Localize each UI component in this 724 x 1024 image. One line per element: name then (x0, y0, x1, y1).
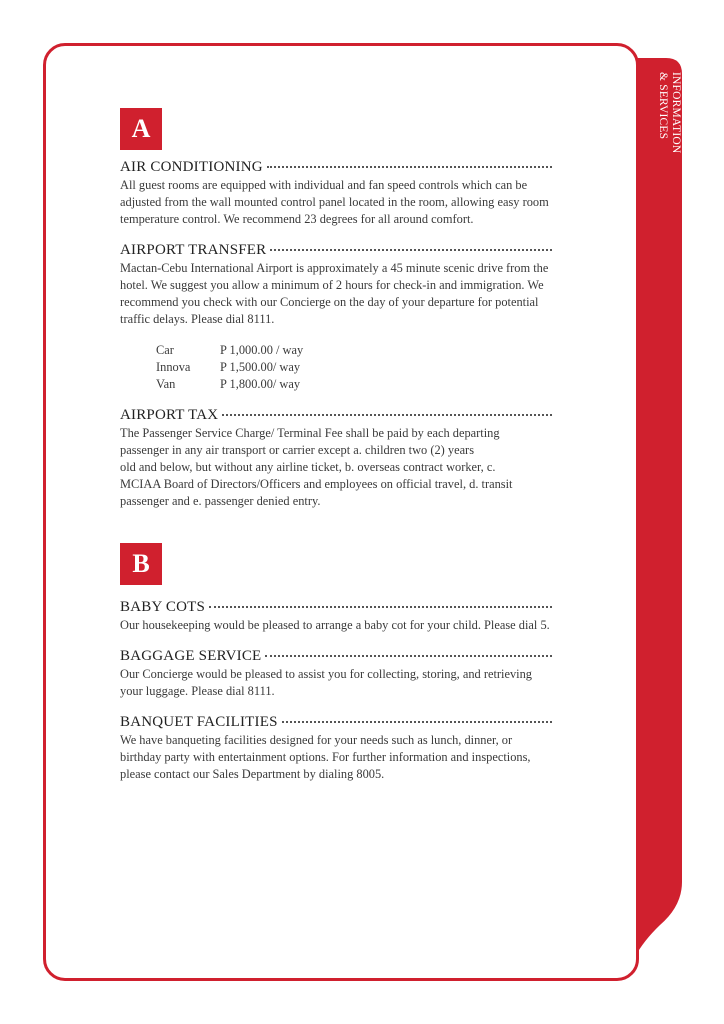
entry-banquet-facilities (120, 714, 552, 783)
dot-leader (222, 414, 552, 416)
tab-label-line1: INFORMATION (670, 72, 682, 154)
entry-heading (120, 648, 552, 665)
tab-label (642, 72, 682, 182)
entry-airport-tax (120, 407, 552, 510)
entry-heading (120, 407, 552, 424)
section-letter-b: B (120, 543, 162, 585)
entry-text-line: passenger and e. passenger denied entry. (120, 494, 321, 508)
content (120, 108, 552, 797)
entry-air-conditioning (120, 159, 552, 228)
entry-text-line: passenger in any air transport or carrier except a. children two (2) years (120, 443, 475, 457)
rate-vehicle: Van (156, 377, 176, 391)
entry-text-line: old and below, but without any airline ticket, b. overseas contract worker, c. (120, 460, 496, 474)
entry-text: All guest rooms are equipped with individual and fan speed controls which can be adjusted from the wall mounted control panel located in the room, allowing easy room temperature control. We recommend 23 degrees for all around comfort. (120, 178, 549, 226)
dot-leader (267, 166, 552, 168)
entry-title: BANQUET FACILITIES (120, 714, 278, 730)
entry-heading (120, 714, 552, 731)
entry-heading (120, 242, 552, 259)
rate-row (156, 342, 552, 359)
entry-title: AIR CONDITIONING (120, 159, 263, 175)
section-letter-a: A (120, 108, 162, 150)
dot-leader (209, 606, 552, 608)
entry-title: AIRPORT TAX (120, 407, 219, 423)
entry-text-line: MCIAA Board of Directors/Officers and employees on official travel, d. transit (120, 477, 513, 491)
entry-text (120, 425, 552, 510)
entry-title: AIRPORT TRANSFER (120, 242, 267, 258)
dot-leader (270, 249, 552, 251)
entry-text: Our Concierge would be pleased to assist you for collecting, storing, and retrieving your luggage. Please dial 8111. (120, 667, 533, 698)
dot-leader (282, 721, 552, 723)
entry-heading (120, 599, 552, 616)
rate-vehicle: Innova (156, 360, 191, 374)
rate-price: P 1,800.00/ way (220, 377, 301, 391)
dot-leader (265, 655, 552, 657)
rate-row (156, 359, 552, 376)
entry-heading (120, 159, 552, 176)
entry-text: Mactan-Cebu International Airport is approximately a 45 minute scenic drive from the hotel. We suggest you allow a minimum of 2 hours for check-in and immigration. We recommend you check with our Concierge on the day of your departure for potential traffic delays. Please dial 8111. (120, 261, 549, 326)
entry-text: We have banqueting facilities designed for your needs such as lunch, dinner, or birthday party with entertainment options. For further information and inspections, please contact our Sales Department by dialing 8005. (120, 733, 531, 781)
transfer-rates (156, 342, 552, 393)
rate-price: P 1,000.00 / way (220, 343, 304, 357)
entry-text-line: The Passenger Service Charge/ Terminal Fee shall be paid by each departing (120, 426, 500, 440)
entry-airport-transfer (120, 242, 552, 393)
entry-baggage-service (120, 648, 552, 700)
entry-title: BABY COTS (120, 599, 206, 615)
entry-title: BAGGAGE SERVICE (120, 648, 262, 664)
entry-baby-cots (120, 599, 552, 634)
entry-text: Our housekeeping would be pleased to arrange a baby cot for your child. Please dial 5. (120, 618, 550, 632)
rate-vehicle: Car (156, 343, 174, 357)
rate-row (156, 376, 552, 393)
tab-label-line2: & SERVICES (657, 72, 669, 140)
rate-price: P 1,500.00/ way (220, 360, 301, 374)
